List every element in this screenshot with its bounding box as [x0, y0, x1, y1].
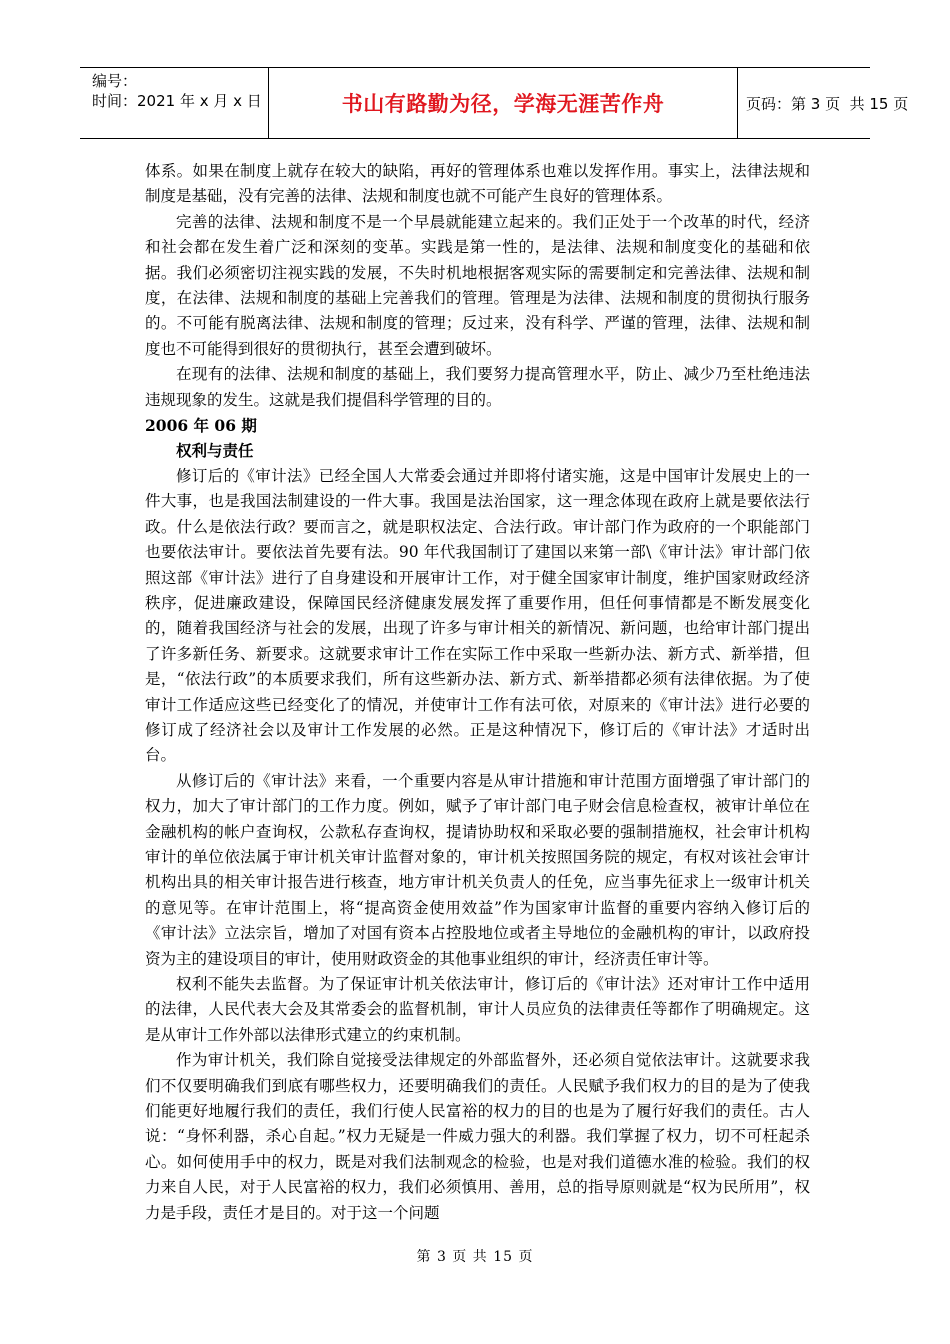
header-page-label: 页码：第 3 页 共 15 页 [746, 94, 909, 113]
header-page-info [738, 68, 909, 138]
page-header [80, 67, 909, 139]
paragraph: 权利不能失去监督。为了保证审计机关依法审计，修订后的《审计法》还对审计工作中适用的法律，人民代表大会及其常委会的监督机制，审计人员应负的法律责任等都作了明确规定。这是从审计工作外部以法律形式建立的约束机制。 [145, 975, 810, 1044]
paragraph: 体系。如果在制度上就存在较大的缺陷，再好的管理体系也难以发挥作用。事实上，法律法规和制度是基础，没有完善的法律、法规和制度也就不可能产生良好的管理体系。 [145, 162, 810, 206]
header-motto: 书山有路勤为径，学海无涯苦作舟 [268, 68, 738, 138]
paragraph: 完善的法律、法规和制度不是一个早晨就能建立起来的。我们正处于一个改革的时代，经济和社会都在发生着广泛和深刻的变革。实践是第一性的，是法律、法规和制度变化的基础和依据。我们必须密切注视实践的发展，不失时机地根据客观实际的需要制定和完善法律、法规和制度，在法律、法规和制度的基础上完善我们的管理。管理是为法律、法规和制度的贯彻执行服务的。不可能有脱离法律、法规和制度的管理；反过来，没有科学、严谨的管理，法律、法规和制度也不可能得到很好的贯彻执行，甚至会遭到破坏。 [145, 212, 810, 358]
paragraph: 修订后的《审计法》已经全国人大常委会通过并即将付诸实施，这是中国审计发展史上的一件大事，也是我国法制建设的一件大事。我国是法治国家，这一理念体现在政府上就是要依法行政。什么是依法行政？要而言之，就是职权法定、合法行政。审计部门作为政府的一个职能部门也要依法审计。要依法首先要有法。90 年代我国制订了建国以来第一部\《审计法》审计部门依照这部《审计法》进行了自身建设和开展审计工作，对于健全国家审计制度，维护国家财政经济秩序，促进廉政建设，保障国民经济健康发展发挥了重要作用，但任何事情都是不断发展变化的，随着我国经济与社会的发展，出现了许多与审计相关的新情况、新问题，也给审计部门提出了许多新任务、新要求。这就要求审计工作在实际工作中采取一些新办法、新方式、新举措，但是，“依法行政”的本质要求我们，所有这些新办法、新方式、新举措都必须有法律依据。为了使审计工作适应这些已经变化了的情况，并使审计工作有法可依，对原来的《审计法》进行必要的修订成了经济社会以及审计工作发展的必然。正是这种情况下，修订后的《审计法》才适时出台。 [145, 466, 810, 765]
document-body [145, 159, 810, 1226]
paragraph: 从修订后的《审计法》来看，一个重要内容是从审计措施和审计范围方面增强了审计部门的权力，加大了审计部门的工作力度。例如，赋予了审计部门电子财会信息检查权，被审计单位在金融机构的帐户查询权，公款私存查询权，提请协助权和采取必要的强制措施权，社会审计机构审计的单位依法属于审计机关审计监督对象的，审计机关按照国务院的规定，有权对该社会审计机构出具的相关审计报告进行核查，地方审计机关负责人的任免，应当事先征求上一级审计机关的意见等。在审计范围上，将“提高资金使用效益”作为国家审计监督的重要内容纳入修订后的《审计法》立法宗旨，增加了对国有资本占控股地位或者主导地位的金融机构的审计，以政府投资为主的建设项目的审计，使用财政资金的其他事业组织的审计，经济责任审计等。 [145, 771, 810, 968]
document-time: 时间：2021 年 x 月 x 日 [92, 92, 262, 110]
issue-heading: 2006 年 06 期 [145, 416, 257, 436]
document-number: 编号： [92, 72, 138, 90]
page-footer: 第 3 页 共 15 页 [416, 1249, 534, 1265]
paragraph: 作为审计机关，我们除自觉接受法律规定的外部监督外，还必须自觉依法审计。这就要求我们不仅要明确我们到底有哪些权力，还要明确我们的责任。人民赋予我们权力的目的是为了使我们能更好地履行我们的责任，我们行使人民富裕的权力的目的也是为了履行好我们的责任。古人说：“身怀利器，杀心自起。”权力无疑是一件威力强大的利器。我们掌握了权力，切不可枉起杀心。如何使用手中的权力，既是对我们法制观念的检验，也是对我们道德水准的检验。我们的权力来自人民，对于人民富裕的权力，我们必须慎用、善用，总的指导原则就是“权为民所用”，权力是手段，责任才是目的。对于这一个问题 [145, 1051, 810, 1222]
paragraph: 在现有的法律、法规和制度的基础上，我们要努力提高管理水平，防止、减少乃至杜绝违法违规现象的发生。这就是我们提倡科学管理的目的。 [145, 365, 810, 409]
article-title: 权利与责任 [176, 441, 254, 461]
header-meta [80, 68, 268, 138]
